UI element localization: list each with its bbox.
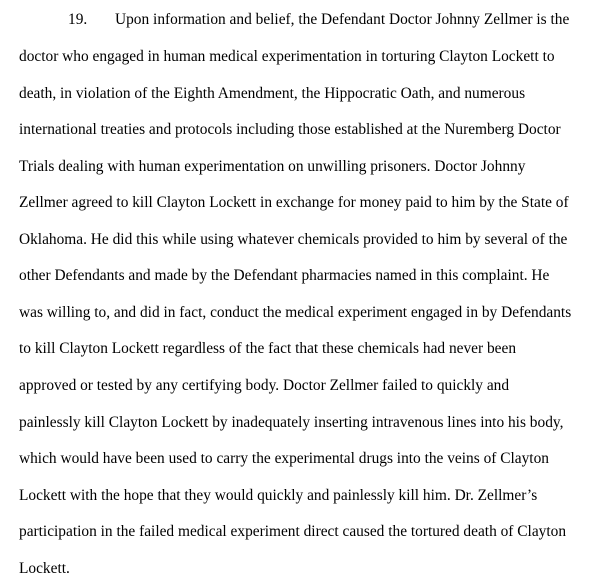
text-line: international treaties and protocols including those established at the Nuremberg Doctor — [19, 121, 561, 138]
text-line — [19, 11, 569, 29]
text-line: was willing to, and did in fact, conduct the medical experiment engaged in by Defendants — [19, 304, 572, 321]
line-text: Upon information and belief, the Defendant Doctor Johnny Zellmer is the — [115, 11, 570, 28]
paragraph-number: 19. — [68, 11, 88, 28]
text-line: other Defendants and made by the Defendant pharmacies named in this complaint. He — [19, 267, 550, 284]
text-line: which would have been used to carry the experimental drugs into the veins of Clayton — [19, 450, 549, 467]
text-line: participation in the failed medical experiment direct caused the tortured death of Clayton — [19, 523, 567, 540]
text-line: Lockett with the hope that they would quickly and painlessly kill him. Dr. Zellmer’s — [19, 487, 538, 504]
text-line: Zellmer agreed to kill Clayton Lockett in exchange for money paid to him by the State of — [19, 194, 569, 211]
text-line: to kill Clayton Lockett regardless of the fact that these chemicals had never been — [19, 340, 517, 357]
text-line: Lockett. — [19, 560, 70, 577]
text-line: death, in violation of the Eighth Amendment, the Hippocratic Oath, and numerous — [19, 85, 526, 102]
text-line: painlessly kill Clayton Lockett by inadequately inserting intravenous lines into his body, — [19, 414, 564, 431]
text-line: Oklahoma. He did this while using whatever chemicals provided to him by several of the — [19, 231, 568, 248]
text-line: Trials dealing with human experimentation on unwilling prisoners. Doctor Johnny — [19, 158, 526, 175]
text-line: approved or tested by any certifying body. Doctor Zellmer failed to quickly and — [19, 377, 510, 394]
text-line: doctor who engaged in human medical experimentation in torturing Clayton Lockett to — [19, 48, 555, 65]
